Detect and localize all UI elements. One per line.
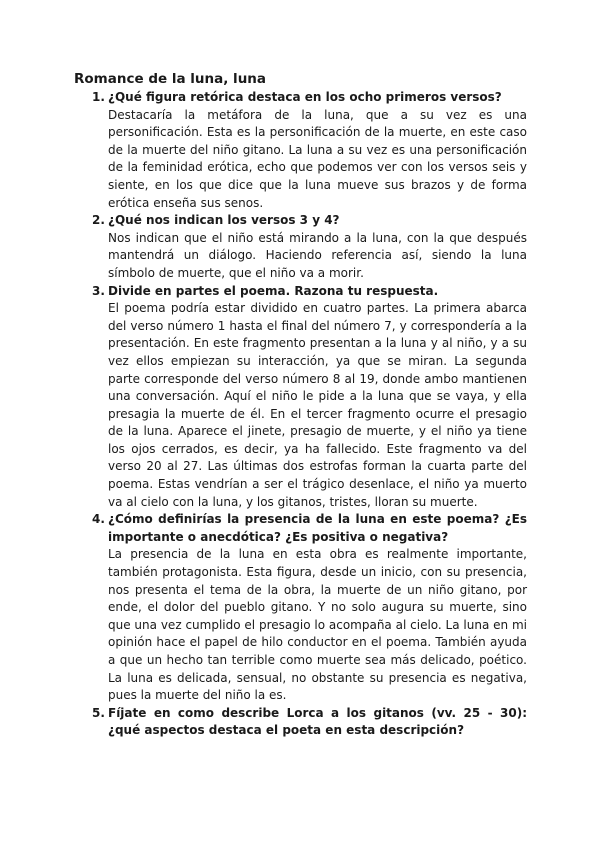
question-text: ¿Cómo definirías la presencia de la luna en este poema? ¿Es importante o anecdótica? ¿Es positiva o negativa? bbox=[108, 512, 527, 544]
question-number: 4. bbox=[92, 512, 105, 527]
document-title: Romance de la luna, luna bbox=[74, 71, 267, 87]
question-text: Divide en partes el poema. Razona tu respuesta. bbox=[108, 283, 439, 298]
question-number: 3. bbox=[92, 283, 105, 298]
answer-text: El poema podría estar dividido en cuatro partes. La primera abarca del verso número 1 hasta el final del número 7, y correspondería a la presentación. En este fragmento presentan a la luna y al niño, y a su vez ellos empiezan su interacción, ya que se miran. La segunda parte corresponde del verso número 8 al 19, donde ambo mantienen una conversación. Aquí el niño le pide a la luna que se vaya, y ella presagia la muerte de él. En el tercer fragmento ocurre el presagio de la luna. Aparece el jinete, presagio de muerte, y el niño ya tiene los ojos cerrados, es decir, ya ha fallecido. Este fragmento va del verso 20 al 27. Las últimas dos estrofas forman la cuarta parte del poema. Estas vendrían a ser el trágico desenlace, el niño ya muerto va al cielo con la luna, y los gitanos, tristes, lloran su muerte. bbox=[108, 301, 527, 509]
answer-text: Destacaría la metáfora de la luna, que a su vez es una personificación. Esta es la personificación de la muerte, en este caso de la muerte del niño gitano. La luna a su vez es una personificación de la feminidad erótica, echo que podemos ver con los versos seis y siente, en los que dice que la luna mueve sus brazos y de forma erótica enseña sus senos. bbox=[108, 107, 527, 210]
answer-text: Nos indican que el niño está mirando a la luna, con la que después mantendrá un diálogo. Haciendo referencia así, siendo la luna símbolo de muerte, que el niño va a morir. bbox=[108, 230, 527, 280]
question-item-5 bbox=[74, 705, 527, 740]
question-text: ¿Qué figura retórica destaca en los ocho primeros versos? bbox=[108, 90, 502, 104]
question-number: 5. bbox=[92, 705, 105, 720]
question-number: 1. bbox=[92, 90, 105, 104]
question-text: ¿Qué nos indican los versos 3 y 4? bbox=[108, 213, 340, 228]
answer-text: La presencia de la luna en esta obra es realmente importante, también protagonista. Esta figura, desde un inicio, con su presencia, nos presenta el tema de la obra, la muerte de un niño gitano, por ende, el dolor del pueblo gitano. Y no solo augura su muerte, sino que una vez cumplido el presagio lo acompaña al cielo. La luna en mi opinión hace el papel de hilo conductor en el poema. También ayuda a que un hecho tan terrible como muerte sea más delicado, poético. La luna es delicada, sensual, no obstante su presencia es negativa, pues la muerte del niño la es. bbox=[108, 547, 527, 703]
question-item-3 bbox=[74, 283, 527, 512]
question-item-1 bbox=[74, 89, 527, 212]
question-item-2 bbox=[74, 212, 527, 282]
question-list bbox=[74, 89, 527, 740]
question-text: Fíjate en como describe Lorca a los gitanos (vv. 25 - 30): ¿qué aspectos destaca el poeta en esta descripción? bbox=[108, 705, 527, 738]
question-item-4 bbox=[74, 511, 527, 705]
question-number: 2. bbox=[92, 213, 105, 228]
